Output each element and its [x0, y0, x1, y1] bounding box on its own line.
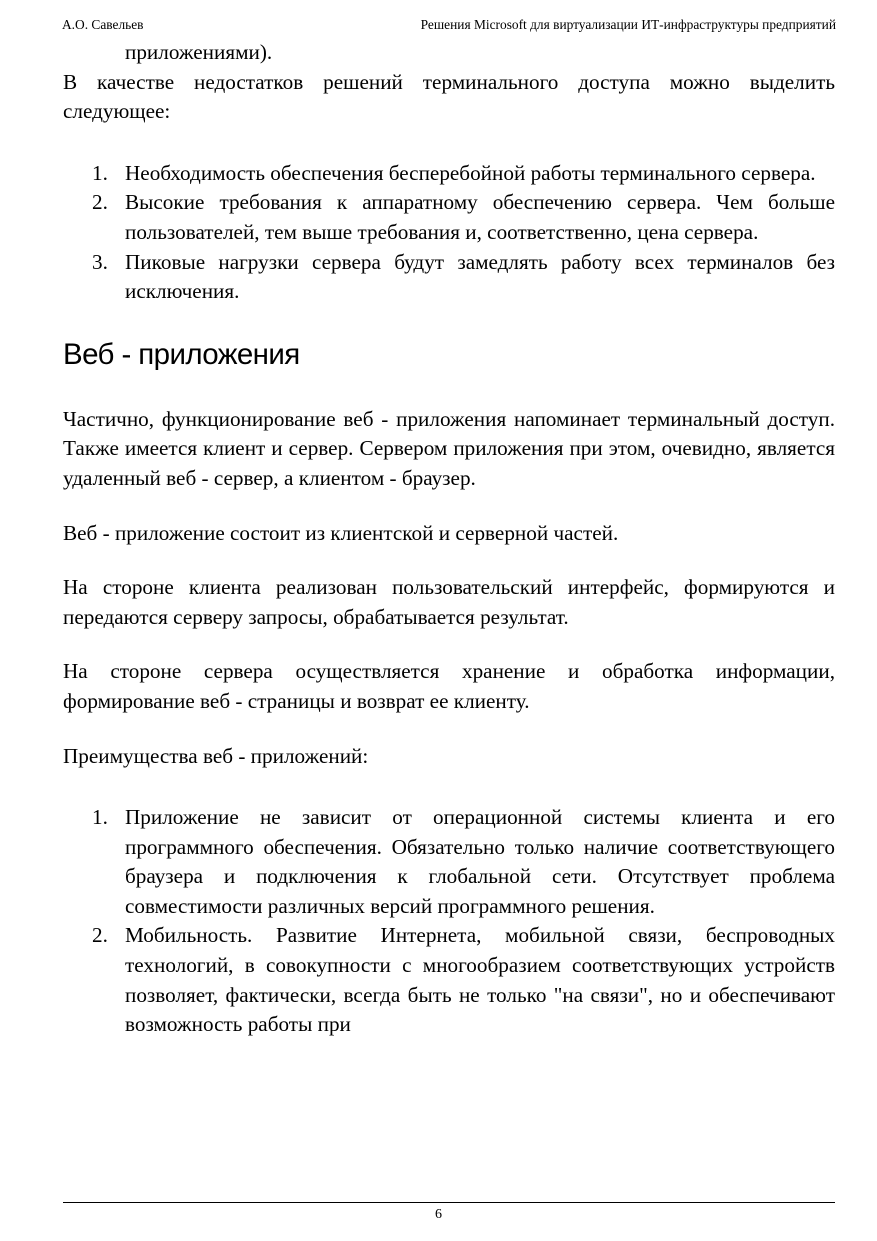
list-item — [63, 248, 835, 307]
advantages-list — [63, 803, 835, 1040]
advantages-intro: Преимущества веб - приложений: — [63, 743, 369, 768]
paragraph: Частично, функционирование веб - приложения напоминает терминальный доступ. Также имеется клиент и сервер. Сервером приложения при этом, очевидно, является удаленный веб - сервер, а клиентом - браузер. — [63, 406, 835, 490]
running-header — [62, 15, 836, 35]
list-item-number: 1. — [92, 160, 108, 185]
list-item — [63, 188, 835, 247]
disadvantages-intro: В качестве недостатков решений терминального доступа можно выделить следующее: — [63, 69, 835, 124]
list-item-text: Мобильность. Развитие Интернета, мобильной связи, беспроводных технологий, в совокупности с многообразием соответствующих устройств позволяет, фактически, всегда быть не только "на связи", но и обеспечивают возможность работы при — [125, 923, 835, 1037]
header-document-title: Решения Microsoft для виртуализации ИТ-инфраструктуры предприятий — [420, 17, 836, 32]
list-item-number: 3. — [92, 249, 108, 274]
paragraph: На стороне клиента реализован пользовательский интерфейс, формируются и передаются серверу запросы, обрабатывается результат. — [63, 575, 835, 629]
list-item — [63, 159, 835, 189]
list-item-text: Пиковые нагрузки сервера будут замедлять работу всех терминалов без исключения. — [125, 249, 835, 304]
footer-divider — [63, 1202, 835, 1203]
page-number: 6 — [435, 1207, 442, 1222]
list-item-number: 1. — [92, 805, 108, 830]
paragraph: На стороне сервера осуществляется хранение и обработка информации, формирование веб - страницы и возврат ее клиенту. — [63, 659, 835, 713]
paragraph: Веб - приложение состоит из клиентской и серверной частей. — [63, 520, 619, 545]
header-author: А.О. Савельев — [62, 17, 144, 32]
section-heading: Веб - приложения — [63, 337, 300, 371]
list-item — [63, 921, 835, 1039]
list-item-text: Высокие требования к аппаратному обеспечению сервера. Чем больше пользователей, тем выше требования и, соответственно, цена сервера. — [125, 190, 835, 244]
list-item — [63, 803, 835, 921]
disadvantages-list — [63, 159, 835, 307]
list-item-number: 2. — [92, 923, 108, 948]
list-item-text: Приложение не зависит от операционной системы клиента и его программного обеспечения. Обязательно только наличие соответствующего браузера и подключения к глобальной сети. Отсутствует проблема совместимости различных версий программного решения. — [125, 805, 835, 918]
page-content — [63, 38, 835, 1040]
list-item-text: Необходимость обеспечения бесперебойной работы терминального сервера. — [125, 160, 816, 185]
continuation-text: приложениями). — [125, 40, 273, 64]
list-item-number: 2. — [92, 190, 108, 215]
